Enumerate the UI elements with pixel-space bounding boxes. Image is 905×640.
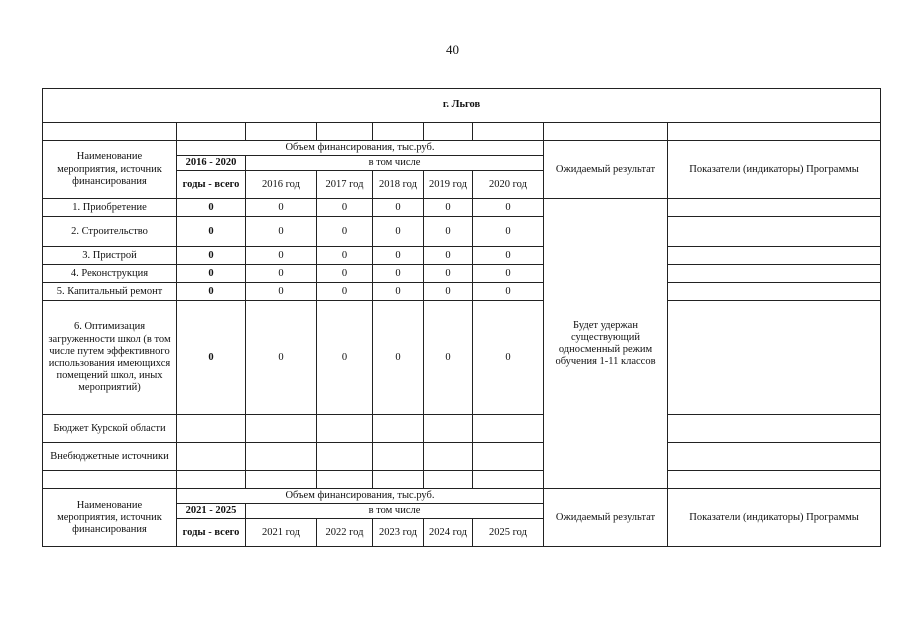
row-value: 0 <box>317 217 373 247</box>
row-value: 0 <box>246 301 317 415</box>
indicator-cell <box>668 265 881 283</box>
header-year: 2022 год <box>317 519 373 547</box>
header-expected-result: Ожидаемый результат <box>544 141 668 199</box>
row-value: 0 <box>246 217 317 247</box>
header-year: 2024 год <box>424 519 473 547</box>
header-year: 2016 год <box>246 171 317 199</box>
row-value: 0 <box>246 199 317 217</box>
row-name: Бюджет Курской области <box>43 415 177 443</box>
row-total: 0 <box>177 217 246 247</box>
row-value: 0 <box>473 301 544 415</box>
row-total: 0 <box>177 247 246 265</box>
row-value <box>246 443 317 471</box>
row-value: 0 <box>373 265 424 283</box>
row-value: 0 <box>473 247 544 265</box>
row-value <box>317 415 373 443</box>
row-total <box>177 443 246 471</box>
row-value: 0 <box>424 199 473 217</box>
row-value <box>246 415 317 443</box>
row-value: 0 <box>373 283 424 301</box>
row-value: 0 <box>246 247 317 265</box>
header-funding-volume: Объем финансирования, тыс.руб. <box>177 489 544 504</box>
indicator-cell <box>668 199 881 217</box>
header-row-1 <box>43 489 881 504</box>
row-value: 0 <box>373 247 424 265</box>
row-value: 0 <box>424 217 473 247</box>
header-funding-volume: Объем финансирования, тыс.руб. <box>177 141 544 156</box>
table-row <box>43 415 881 443</box>
row-value <box>424 415 473 443</box>
row-value: 0 <box>317 301 373 415</box>
row-total: 0 <box>177 301 246 415</box>
header-indicators: Показатели (индикаторы) Программы <box>668 141 881 199</box>
row-value: 0 <box>473 199 544 217</box>
spacer-row <box>43 123 881 141</box>
row-value: 0 <box>246 283 317 301</box>
header-year: 2018 год <box>373 171 424 199</box>
indicator-cell <box>668 301 881 415</box>
row-value: 0 <box>473 217 544 247</box>
row-total <box>177 415 246 443</box>
header-total-years: 2021 - 2025 <box>177 504 246 519</box>
header-year: 2017 год <box>317 171 373 199</box>
section-title-row <box>43 89 881 123</box>
header-year: 2021 год <box>246 519 317 547</box>
indicator-cell <box>668 443 881 471</box>
financing-table <box>42 88 881 547</box>
row-value: 0 <box>317 283 373 301</box>
header-indicators: Показатели (индикаторы) Программы <box>668 489 881 547</box>
row-value <box>373 415 424 443</box>
header-name-col: Наименование мероприятия, источник финансирования <box>43 489 177 547</box>
header-including: в том числе <box>246 156 544 171</box>
header-year: 2019 год <box>424 171 473 199</box>
header-year: 2020 год <box>473 171 544 199</box>
row-value: 0 <box>317 265 373 283</box>
header-including: в том числе <box>246 504 544 519</box>
expected-result-text: Будет удержан существующий односменный режим обучения 1-11 классов <box>544 199 668 489</box>
page-number: 40 <box>446 42 459 57</box>
table-row <box>43 217 881 247</box>
row-value: 0 <box>424 247 473 265</box>
row-total: 0 <box>177 199 246 217</box>
row-total: 0 <box>177 265 246 283</box>
table-row <box>43 265 881 283</box>
row-value: 0 <box>317 247 373 265</box>
indicator-cell <box>668 415 881 443</box>
row-value <box>473 415 544 443</box>
row-name: 4. Реконструкция <box>43 265 177 283</box>
indicator-cell <box>668 283 881 301</box>
table-row <box>43 247 881 265</box>
row-total: 0 <box>177 283 246 301</box>
row-value: 0 <box>373 301 424 415</box>
row-value: 0 <box>473 283 544 301</box>
header-total-sub: годы - всего <box>177 519 246 547</box>
header-year: 2025 год <box>473 519 544 547</box>
header-total-years: 2016 - 2020 <box>177 156 246 171</box>
row-value: 0 <box>317 199 373 217</box>
row-value <box>473 443 544 471</box>
row-value <box>424 443 473 471</box>
row-value: 0 <box>373 199 424 217</box>
row-value: 0 <box>373 217 424 247</box>
table-row <box>43 443 881 471</box>
row-value: 0 <box>424 283 473 301</box>
indicator-cell <box>668 247 881 265</box>
table-row <box>43 283 881 301</box>
header-name-col: Наименование мероприятия, источник финансирования <box>43 141 177 199</box>
row-value: 0 <box>424 265 473 283</box>
row-value: 0 <box>473 265 544 283</box>
table-row <box>43 301 881 415</box>
row-name: Внебюджетные источники <box>43 443 177 471</box>
header-total-sub: годы - всего <box>177 171 246 199</box>
row-name: 2. Строительство <box>43 217 177 247</box>
row-value: 0 <box>424 301 473 415</box>
row-value <box>317 443 373 471</box>
row-value: 0 <box>246 265 317 283</box>
row-value <box>373 443 424 471</box>
spacer-row <box>43 471 881 489</box>
table-row <box>43 199 881 217</box>
row-name: 3. Пристрой <box>43 247 177 265</box>
section-title: г. Льгов <box>43 89 881 123</box>
row-name: 5. Капитальный ремонт <box>43 283 177 301</box>
header-expected-result: Ожидаемый результат <box>544 489 668 547</box>
row-name: 1. Приобретение <box>43 199 177 217</box>
header-year: 2023 год <box>373 519 424 547</box>
indicator-cell <box>668 217 881 247</box>
row-name: 6. Оптимизация загруженности школ (в том числе путем эффективного использования имеющихся помещений школ, иных мероприятий) <box>43 301 177 415</box>
header-row-1 <box>43 141 881 156</box>
